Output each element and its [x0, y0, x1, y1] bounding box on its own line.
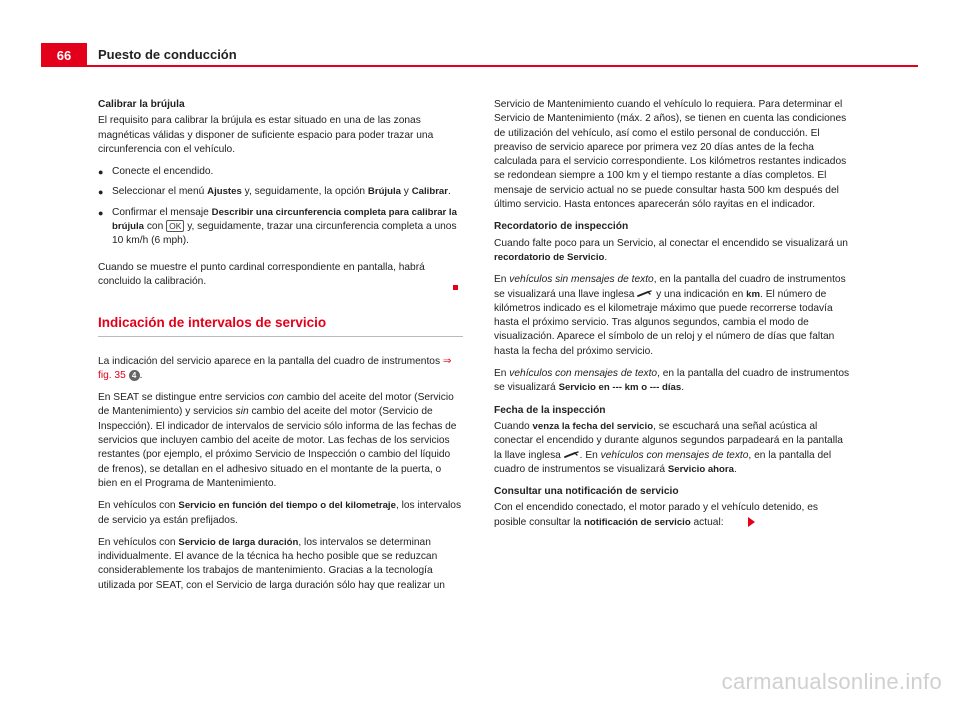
watermark: carmanualsonline.info	[721, 669, 942, 694]
calibrate-end: Cuando se muestre el punto cardinal correspondiente en pantalla, habrá concluido la calibración.	[98, 261, 425, 287]
calibrate-intro: El requisito para calibrar la brújula es estar situado en una de las zonas magnéticas válidas y disponer de suficiente espacio para poder trazar una circunferencia con el vehículo.	[98, 115, 434, 155]
paragraph: En SEAT se distingue entre servicios con cambio del aceite del motor (Servicio de Mantenimiento) y servicios sin cambio del aceite del motor (Servicio de Inspección). El indicador de intervalos de servicio sólo informa de las fechas de servicios que incluyen cambio del aceite de motor. Las fechas de los servicios restantes (por ejemplo, el próximo Servicio de Inspección o cambio del líquido de frenos), se detallan en el adhesivo situado en el montante de la puerta, o bien en el Programa de Mantenimiento.	[98, 392, 457, 489]
bullet-item: ● Confirmar el mensaje Describir una circunferencia completa para calibrar la brújula con OK y, seguidamente, trazar una circunferencia completa a unos 10 km/h (6 mph).	[98, 206, 463, 249]
paragraph: La indicación del servicio aparece en la pantalla del cuadro de instrumentos ⇒ fig. 35 4 .	[98, 355, 452, 381]
calibrate-heading: Calibrar la brújula	[98, 99, 185, 110]
right-column	[494, 98, 850, 538]
paragraph: En vehículos sin mensajes de texto, en la pantalla del cuadro de instrumentos se visualizará una llave inglesa y una indicación en km. El número de kilómetros indicado es el kilometraje máximo que puede recorrerse todavía hasta el próximo servicio. Tras algunos segundos, cambia el modo de visualización. Aparece el símbolo de un reloj y el número de días que faltan hasta la fecha del próximo servicio.	[494, 274, 846, 357]
wrench-icon	[637, 290, 653, 298]
section-title: Indicación de intervalos de servicio	[98, 316, 463, 336]
subheading: Consultar una notificación de servicio	[494, 486, 679, 498]
paragraph: Cuando falte poco para un Servicio, al conectar el encendido se visualizará un recordatorio de Servicio.	[494, 237, 848, 263]
paragraph: Servicio de Mantenimiento cuando el vehículo lo requiera. Para determinar el Servicio de Mantenimiento (máx. 2 años), se tienen en cuenta las condiciones de utilización del vehículo, así como el estilo personal de conducción. El preaviso de servicio aparece por primera vez 20 días antes de la fecha calculada para el servicio correspondiente. Los kilómetros restantes indicados se redondean siempre a 100 km y el tiempo restante a días completos. El mensaje de servicio actual no se puede consultar hasta 500 km después del último servicio. Hasta entonces aparecerán sólo rayitas en el indicador.	[494, 99, 847, 211]
continue-arrow-icon	[748, 517, 755, 527]
paragraph: En vehículos con mensajes de texto, en la pantalla del cuadro de instrumentos se visualizará Servicio en --- km o --- días.	[494, 368, 850, 394]
header-rule	[87, 65, 918, 67]
paragraph: Cuando venza la fecha del servicio, se escuchará una señal acústica al conectar el encendido y durante algunos segundos parpadeará en la pantalla la llave inglesa . En vehículos con mensajes de texto, en la pantalla del cuadro de instrumentos se visualizará Servicio ahora.	[494, 420, 843, 475]
callout-number: 4	[129, 370, 140, 381]
page-header-title: Puesto de conducción	[98, 47, 237, 62]
paragraph: En vehículos con Servicio de larga duración, los intervalos se determinan individualmente. El avance de la técnica ha hecho posible que se reduzcan considerablemente los trabajos de mantenimiento. Gracias a la tecnología utilizada por SEAT, con el Servicio de larga duración sólo hay que realizar un	[98, 536, 445, 591]
page-number: 66	[41, 43, 87, 67]
bullet-item: ● Seleccionar el menú Ajustes y, seguidamente, la opción Brújula y Calibrar.	[98, 185, 463, 199]
wrench-icon	[564, 451, 580, 459]
paragraph: En vehículos con Servicio en función del tiempo o del kilometraje, los intervalos de servicio ya están prefijados.	[98, 500, 462, 526]
bullet-item: ● Conecte el encendido.	[98, 165, 463, 179]
paragraph: Con el encendido conectado, el motor parado y el vehículo detenido, es posible consultar la notificación de servicio actual:	[494, 502, 818, 528]
subheading: Recordatorio de inspección	[494, 221, 629, 233]
ok-key: OK	[166, 220, 184, 232]
subheading: Fecha de la inspección	[494, 404, 606, 416]
left-column	[98, 98, 463, 601]
end-of-section-icon	[453, 285, 458, 290]
figure-link[interactable]: ⇒ fig. 35	[98, 355, 452, 381]
